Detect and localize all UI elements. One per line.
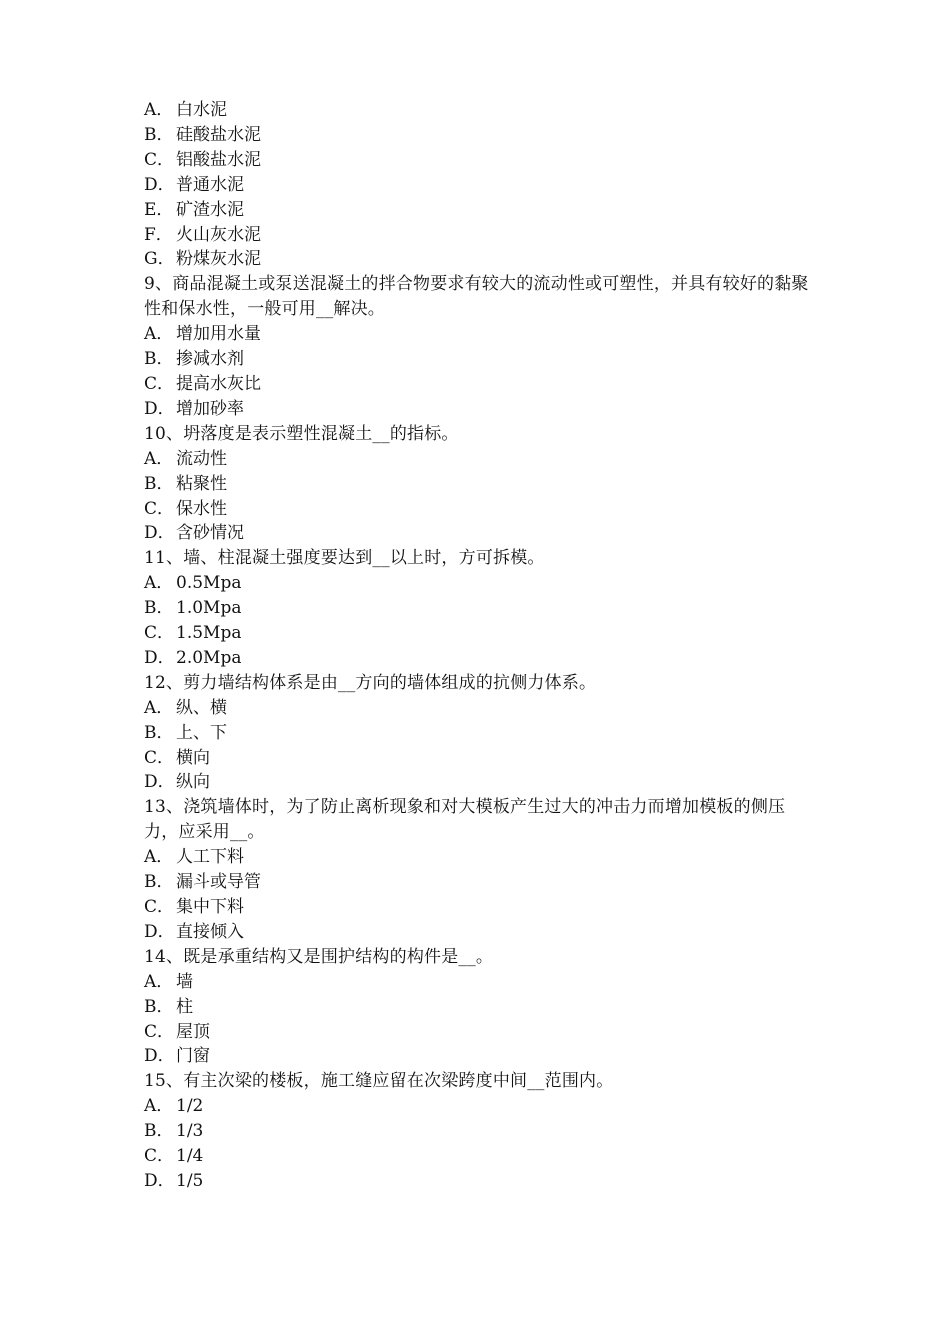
option-letter: C．	[144, 747, 175, 768]
option-text: 柱	[176, 996, 193, 1017]
option-letter: C．	[144, 498, 175, 519]
answer-option	[144, 1044, 814, 1069]
option-letter: C．	[144, 149, 175, 170]
option-text: 集中下料	[176, 897, 244, 917]
answer-option	[144, 646, 814, 671]
option-letter: A．	[144, 448, 174, 469]
question-text: 9、商品混凝土或泵送混凝土的拌合物要求有较大的流动性或可塑性，并具有较好的黏聚性和保水性，一般可用__解决。	[144, 274, 809, 320]
option-letter: C．	[144, 373, 175, 394]
answer-option	[144, 696, 814, 721]
answer-option	[144, 1020, 814, 1045]
answer-option	[144, 621, 814, 646]
option-text: 提高水灰比	[176, 373, 261, 394]
option-text: 矿渣水泥	[176, 199, 244, 220]
answer-option	[144, 148, 814, 173]
answer-option	[144, 1094, 814, 1119]
option-letter: A．	[144, 971, 174, 992]
answer-option	[144, 571, 814, 596]
option-letter: E．	[144, 199, 174, 220]
answer-option	[144, 247, 814, 272]
option-letter: A．	[144, 573, 174, 594]
question-text: 14、既是承重结构又是围护结构的构件是__。	[144, 946, 494, 967]
option-text: 火山灰水泥	[176, 224, 261, 245]
option-letter: A．	[144, 697, 174, 718]
option-text: 1/3	[176, 1121, 204, 1142]
answer-option	[144, 770, 814, 795]
option-letter: C．	[144, 897, 175, 917]
option-letter: D．	[144, 174, 175, 195]
option-letter: A．	[144, 100, 174, 120]
answer-option	[144, 1119, 814, 1144]
answer-option	[144, 746, 814, 771]
answer-option	[144, 596, 814, 621]
option-text: 铝酸盐水泥	[176, 149, 261, 170]
option-text: 1.5Mpa	[176, 623, 242, 644]
answer-option	[144, 447, 814, 472]
option-letter: G．	[144, 249, 175, 270]
option-letter: F．	[144, 224, 173, 245]
option-text: 普通水泥	[176, 174, 244, 195]
question-text: 12、剪力墙结构体系是由__方向的墙体组成的抗侧力体系。	[144, 672, 597, 693]
option-letter: D．	[144, 398, 175, 419]
option-letter: D．	[144, 772, 175, 793]
option-letter: A．	[144, 324, 174, 345]
option-text: 增加用水量	[176, 324, 261, 345]
answer-option	[144, 995, 814, 1020]
option-letter: D．	[144, 523, 175, 544]
option-text: 1/4	[176, 1146, 204, 1167]
answer-option	[144, 98, 814, 123]
option-text: 漏斗或导管	[176, 872, 261, 893]
answer-option	[144, 223, 814, 248]
option-letter: C．	[144, 1021, 175, 1042]
answer-option	[144, 845, 814, 870]
option-text: 横向	[176, 747, 210, 768]
option-letter: B．	[144, 722, 174, 743]
option-letter: A．	[144, 847, 174, 868]
option-text: 粉煤灰水泥	[176, 249, 261, 270]
option-text: 流动性	[176, 448, 227, 469]
answer-option	[144, 970, 814, 995]
option-letter: B．	[144, 473, 174, 494]
answer-option	[144, 472, 814, 497]
option-letter: D．	[144, 1046, 175, 1067]
answer-option	[144, 173, 814, 198]
option-text: 纵向	[176, 772, 210, 793]
option-letter: D．	[144, 647, 175, 668]
option-letter: B．	[144, 996, 174, 1017]
answer-option	[144, 895, 814, 920]
question-text: 15、有主次梁的楼板，施工缝应留在次梁跨度中间__范围内。	[144, 1071, 614, 1092]
answer-option	[144, 198, 814, 223]
option-text: 墙	[176, 971, 193, 992]
option-text: 含砂情况	[176, 523, 244, 544]
question-text: 10、坍落度是表示塑性混凝土__的指标。	[144, 423, 459, 444]
option-letter: D．	[144, 921, 175, 942]
option-letter: B．	[144, 872, 174, 893]
option-text: 粘聚性	[176, 473, 227, 494]
option-text: 掺减水剂	[176, 349, 244, 370]
option-text: 1.0Mpa	[176, 598, 242, 619]
question-list	[144, 98, 814, 1194]
option-letter: D．	[144, 1170, 175, 1191]
option-text: 门窗	[176, 1046, 210, 1067]
answer-option	[144, 1144, 814, 1169]
option-letter: C．	[144, 623, 175, 644]
answer-option	[144, 920, 814, 945]
option-letter: B．	[144, 598, 174, 619]
answer-option	[144, 347, 814, 372]
option-text: 直接倾入	[176, 921, 244, 942]
option-text: 白水泥	[176, 100, 227, 120]
option-text: 0.5Mpa	[176, 573, 242, 594]
option-text: 上、下	[176, 722, 227, 743]
option-text: 增加砂率	[176, 398, 244, 419]
option-text: 1/2	[176, 1096, 204, 1117]
answer-option	[144, 1169, 814, 1194]
option-text: 保水性	[176, 498, 227, 519]
answer-option	[144, 397, 814, 422]
option-letter: B．	[144, 349, 174, 370]
question-text: 11、墙、柱混凝土强度要达到__以上时，方可拆模。	[144, 548, 545, 569]
option-text: 纵、横	[176, 697, 227, 718]
answer-option	[144, 372, 814, 397]
answer-option	[144, 123, 814, 148]
option-text: 屋顶	[176, 1021, 210, 1042]
option-text: 人工下料	[176, 847, 244, 868]
option-text: 2.0Mpa	[176, 647, 242, 668]
answer-option	[144, 322, 814, 347]
option-text: 1/5	[176, 1170, 204, 1191]
option-letter: A．	[144, 1096, 174, 1117]
option-letter: C．	[144, 1146, 175, 1167]
answer-option	[144, 497, 814, 522]
option-text: 硅酸盐水泥	[176, 124, 261, 145]
answer-option	[144, 870, 814, 895]
option-letter: B．	[144, 1121, 174, 1142]
answer-option	[144, 521, 814, 546]
question-text: 13、浇筑墙体时，为了防止离析现象和对大模板产生过大的冲击力而增加模板的侧压力，应采用__。	[144, 797, 786, 843]
option-letter: B．	[144, 124, 174, 145]
answer-option	[144, 721, 814, 746]
